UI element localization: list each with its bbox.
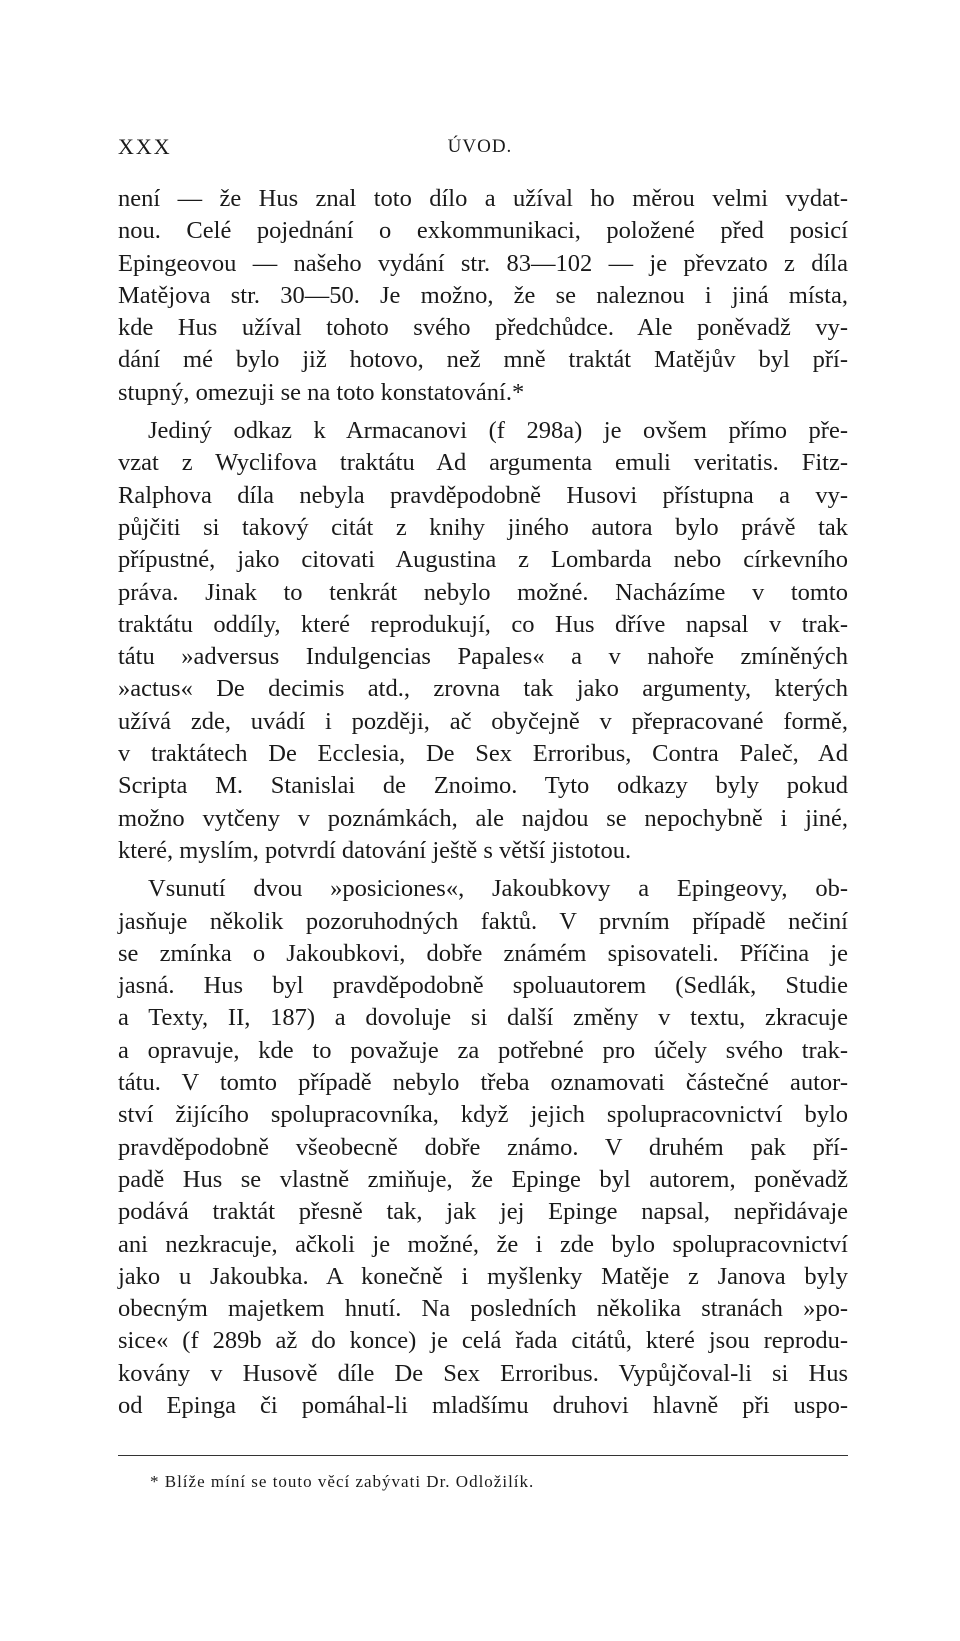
- text-line: Ralphova díla nebyla pravděpodobně Husovi přístupna a vy-: [118, 481, 848, 509]
- text-line: práva. Jinak to tenkrát nebylo možné. Nacházíme v tomto: [118, 578, 848, 606]
- text-line: jasňuje několik pozoruhodných faktů. V prvním případě nečiní: [118, 907, 848, 935]
- text-line: »actus« De decimis atd., zrovna tak jako argumenty, kterých: [118, 675, 848, 703]
- text-line: ani nezkracuje, ačkoli je možné, že i zde bylo spolupracovnictví: [118, 1230, 848, 1258]
- paragraph: [118, 873, 848, 1422]
- section-title: ÚVOD.: [447, 136, 513, 157]
- footnote-rule: [118, 1455, 848, 1456]
- text-line: které, myslím, potvrdí datování ještě s větší jistotou.: [118, 836, 632, 864]
- text-line: v traktátech De Ecclesia, De Sex Erroribus, Contra Paleč, Ad: [118, 740, 848, 768]
- text-line: a opravuje, kde to považuje za potřebné pro účely svého trak-: [118, 1036, 848, 1064]
- page-number: XXX: [118, 134, 172, 159]
- text-line: kovány v Husově díle De Sex Erroribus. Vypůjčoval-li si Hus: [118, 1359, 848, 1387]
- text-line: obecným majetkem hnutí. Na posledních několika stranách »po-: [118, 1295, 848, 1323]
- text-line: a Texty, II, 187) a dovoluje si další změny v textu, zkracuje: [118, 1004, 848, 1032]
- text-line: dání mé bylo již hotovo, než mně traktát Matějův byl pří-: [118, 346, 848, 374]
- paragraph: [118, 415, 848, 867]
- text-line: kde Hus užíval tohoto svého předchůdce. Ale poněvadž vy-: [118, 314, 848, 342]
- text-line: nou. Celé pojednání o exkommunikaci, položené před posicí: [118, 217, 848, 245]
- text-line: užívá zde, uvádí i později, ač obyčejně v přepracované formě,: [118, 707, 848, 735]
- text-line: podává traktát přesně tak, jak jej Epinge napsal, nepřidávaje: [118, 1198, 848, 1226]
- text-line: ství žijícího spolupracovníka, když jejich spolupracovnictví bylo: [118, 1101, 848, 1129]
- text-line: pravděpodobně všeobecně dobře známo. V druhém pak pří-: [118, 1133, 848, 1161]
- text-line: přípustné, jako citovati Augustina z Lombarda nebo církevního: [118, 546, 848, 574]
- body-text: [118, 183, 848, 1422]
- footnote: * Blíže míní se touto věcí zabývati Dr. Odložilík.: [150, 1472, 535, 1491]
- text-line: padě Hus se vlastně zmiňuje, že Epinge byl autorem, poněvadž: [118, 1165, 848, 1193]
- text-line: se zmínka o Jakoubkovi, dobře známém spisovateli. Příčina je: [118, 939, 848, 967]
- text-line: tátu. V tomto případě nebylo třeba oznamovati částečné autor-: [118, 1069, 848, 1097]
- text-line: Epingeovou — našeho vydání str. 83—102 — je převzato z díla: [118, 249, 848, 277]
- text-line: stupný, omezuji se na toto konstatování.*: [118, 378, 525, 406]
- text-line: možno vytčeny v poznámkách, ale najdou se nepochybně i jiné,: [118, 804, 848, 832]
- text-line: traktátu oddíly, které reprodukují, co Hus dříve napsal v trak-: [118, 610, 848, 638]
- text-line: vzat z Wyclifova traktátu Ad argumenta emuli veritatis. Fitz-: [118, 449, 848, 477]
- text-line: jasná. Hus byl pravděpodobně spoluautorem (Sedlák, Studie: [118, 972, 848, 1000]
- text-line: Scripta M. Stanislai de Znoimo. Tyto odkazy byly pokud: [118, 772, 848, 800]
- text-line: jako u Jakoubka. A konečně i myšlenky Matěje z Janova byly: [118, 1262, 848, 1290]
- text-line: tátu »adversus Indulgencias Papales« a v nahoře zmíněných: [118, 643, 848, 671]
- text-line: Jediný odkaz k Armacanovi (f 298a) je ovšem přímo pře-: [148, 417, 848, 445]
- paragraph: [118, 183, 848, 409]
- running-head: [112, 128, 848, 168]
- text-line: Matějova str. 30—50. Je možno, že se naleznou i jiná místa,: [118, 281, 848, 309]
- text-line: od Epinga či pomáhal-li mladšímu druhovi hlavně při uspo-: [118, 1391, 848, 1419]
- text-line: není — že Hus znal toto dílo a užíval ho měrou velmi vydat-: [118, 185, 848, 212]
- text-line: půjčiti si takový citát z knihy jiného autora bylo právě tak: [118, 513, 848, 541]
- text-line: sice« (f 289b až do konce) je celá řada citátů, které jsou reprodu-: [118, 1327, 848, 1355]
- text-line: Vsunutí dvou »posiciones«, Jakoubkovy a Epingeovy, ob-: [148, 875, 848, 903]
